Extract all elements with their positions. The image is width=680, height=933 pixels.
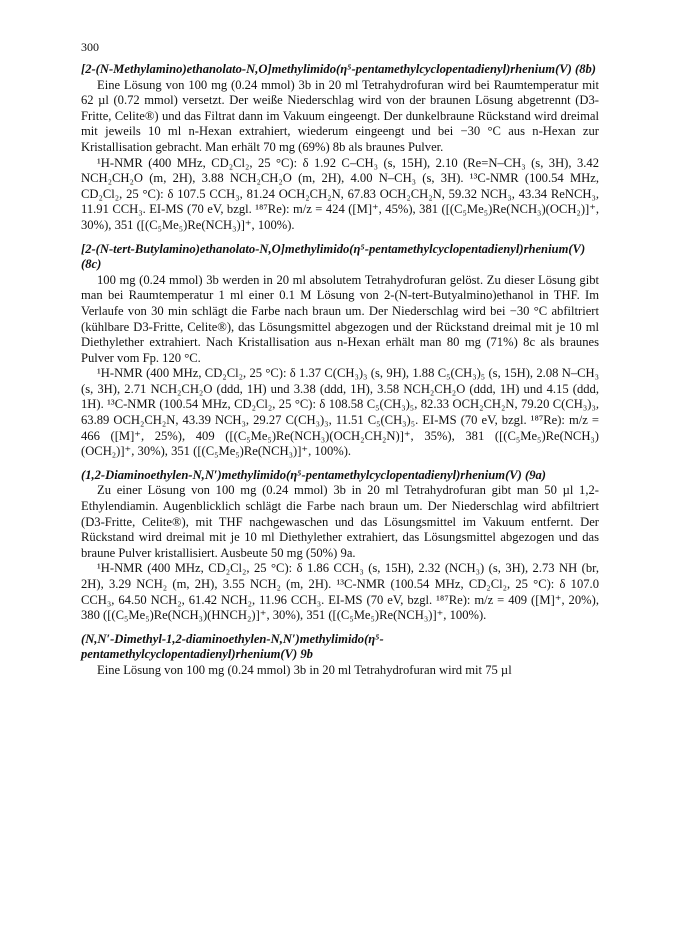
spectra-paragraph-8c: ¹H-NMR (400 MHz, CD₂Cl₂, 25 °C): δ 1.37 C(CH₃)₃ (s, 9H), 1.88 C₅(CH₃)₅ (s, 15H), 2.08 N–CH₃ (s, 3H), 2.71 NCH₂CH₂O (ddd, 1H) und 3.38 (ddd, 1H), 3.58 NCH₂CH₂O (ddd, 1H) und 4.15 (ddd, 1H). ¹³C-NMR (100.54 MHz, CD₂Cl₂, 25 °C): δ 108.58 C₅(CH₃)₅, 82.33 OCH₂CH₂N, 79.20 C(CH₃)₃, 63.89 OCH₂CH₂N, 43.39 NCH₃, 29.27 C(CH₃)₃, 11.51 C₅(CH₃)₅. EI-MS (70 eV, bzgl. ¹⁸⁷Re): m/z = 466 ([M]⁺, 25%), 409 ([(C₅Me₅)Re(NCH₃)(OCH₂CH₂N)]⁺, 35%), 381 ([(C₅Me₅)Re(NCH₃)(OCH₂)]⁺, 30%), 351 ([(C₅Me₅)Re(NCH₃)]⁺, 100%). <box>81 366 599 459</box>
page-number: 300 <box>81 40 99 54</box>
synthesis-paragraph-9b: Eine Lösung von 100 mg (0.24 mmol) 3b in 20 ml Tetrahydrofuran wird mit 75 µl <box>97 662 512 677</box>
compound-heading-9a: (1,2-Diaminoethylen-N,N′)methylimido(η⁵-pentamethylcyclopentadienyl)rhenium(V) (9a) <box>81 467 547 482</box>
article-body <box>81 62 599 679</box>
spectra-paragraph-9a: ¹H-NMR (400 MHz, CD₂Cl₂, 25 °C): δ 1.86 CCH₃ (s, 15H), 2.32 (NCH₃) (s, 3H), 2.73 NH (br, 2H), 3.29 NCH₂ (m, 2H), 3.55 NCH₂ (m, 2H). ¹³C-NMR (100.54 MHz, CD₂Cl₂, 25 °C): δ 107.0 CCH₃, 64.50 NCH₂, 61.42 NCH₂, 11.96 CCH₃. EI-MS (70 eV, bzgl. ¹⁸⁷Re): m/z = 409 ([M]⁺, 20%), 380 ([(C₅Me₅)Re(NCH₃)(HNCH₂)]⁺, 30%), 351 ([(C₅Me₅)Re(NCH₃)]⁺, 100%). <box>81 561 599 623</box>
synthesis-paragraph-8c: 100 mg (0.24 mmol) 3b werden in 20 ml absolutem Tetrahydrofuran gelöst. Zu dieser Lösung gibt man bei Raumtemperatur 1 ml einer 0.1 M Lösung von 2-(N-tert-Butyalmino)ethanol in THF. Im Verlaufe von 30 min schlägt die Farbe nach braun um. Der Niederschlag wird bei −30 °C abfiltriert (kühlbare D3-Fritte, Celite®), das Lösungsmittel abgezogen und der Rückstand dreimal mit je 10 ml Diethylether extrahiert. Nach Kristallisation aus n-Hexan erhält man 80 mg (71%) 8c als braunes Pulver vom Fp. 120 °C. <box>81 272 599 365</box>
synthesis-paragraph-8b: Eine Lösung von 100 mg (0.24 mmol) 3b in 20 ml Tetrahydrofuran wird bei Raumtemperatur mit 62 µl (0.72 mmol) versetzt. Der weiße Niederschlag wird von der braunen Lösung abgetrennt (D3-Fritte, Celite®) und das Filtrat dann im Vakuum eingeengt. Der dunkelbraune Rückstand wird dreimal mit jeweils 10 ml n-Hexan extrahiert, wiederum eingeengt und bei −30 °C aus n-Hexan zur Kristallisation gebracht. Man erhält 70 mg (69%) 8b als braunes Pulver. <box>81 77 599 154</box>
compound-heading-8b: [2-(N-Methylamino)ethanolato-N,O]methylimido(η⁵-pentamethylcyclopentadienyl)rhenium(V) (8b) <box>81 62 596 76</box>
compound-heading-8c: [2-(N-tert-Butylamino)ethanolato-N,O]methylimido(η⁵-pentamethylcyclopentadienyl)rhenium(V) (8c) <box>81 241 586 272</box>
synthesis-paragraph-9a: Zu einer Lösung von 100 mg (0.24 mmol) 3b in 20 ml Tetrahydrofuran gibt man 50 µl 1,2-Ethylendiamin. Augenblicklich schlägt die Farbe nach braun um. Der Niederschlag wird abfiltriert (D3-Fritte, Celite®), mit THF nachgewaschen und das Lösungsmittel im Vakuum entfernt. Der Rückstand wird dreimal mit je 10 ml Diethylether extrahiert, das Lösungsmittel abgezogen und das braune Pulver kristallisiert. Ausbeute 50 mg (50%) 9a. <box>81 483 599 560</box>
spectra-paragraph-8b: ¹H-NMR (400 MHz, CD₂Cl₂, 25 °C): δ 1.92 C–CH₃ (s, 15H), 2.10 (Re=N–CH₃ (s, 3H), 3.42 NCH₂CH₂O (m, 2H), 3.88 NCH₂CH₂O (m, 2H), 4.00 N–CH₃ (s, 3H). ¹³C-NMR (100.54 MHz, CD₂Cl₂, 25 °C): δ 107.5 CCH₃, 81.24 OCH₂CH₂N, 67.83 OCH₂CH₂N, 59.32 NCH₃, 43.34 ReNCH₃, 11.91 CCH₃. EI-MS (70 eV, bzgl. ¹⁸⁷Re): m/z = 424 ([M]⁺, 45%), 381 ([(C₅Me₅)Re(NCH₃)(OCH₂)]⁺, 30%), 351 ([(C₅Me₅)Re(NCH₃)]⁺, 100%). <box>81 155 599 232</box>
compound-heading-9b: (N,N′-Dimethyl-1,2-diaminoethylen-N,N′)methylimido(η⁵-pentamethylcyclopentadienyl)rhenium(V) 9b <box>81 631 384 662</box>
